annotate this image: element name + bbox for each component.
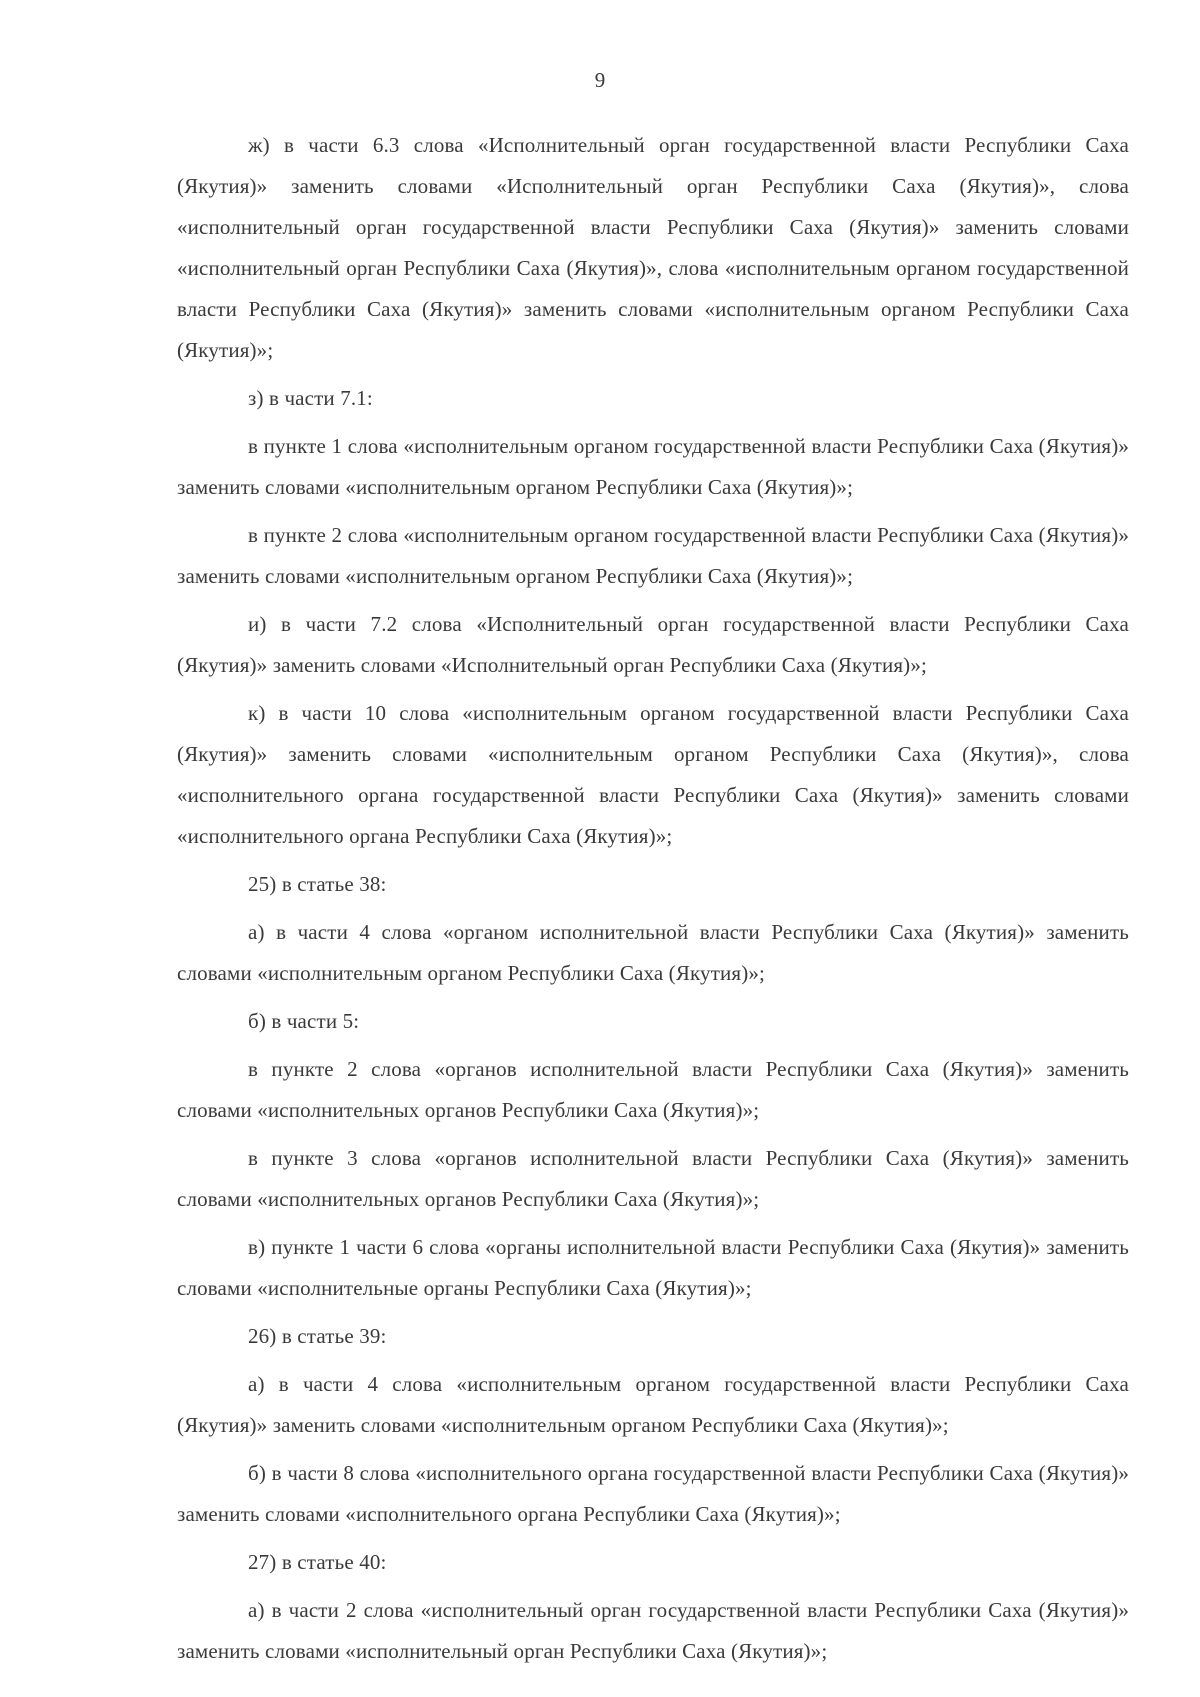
paragraph-25-b: б) в части 5: (248, 1009, 360, 1033)
paragraph-26-a: а) в части 4 слова «исполнительным органом государственной власти Республики Саха (Якутия)» заменить словами «исполнительным органом Республики Саха (Якутия)»; (177, 1372, 1129, 1437)
paragraph-k: к) в части 10 слова «исполнительным органом государственной власти Республики Саха (Якутия)» заменить словами «исполнительным органом Республики Саха (Якутия)», слова «исполнительного органа государственной власти Республики Саха (Якутия)» заменить словами «исполнительного органа Республики Саха (Якутия)»; (177, 701, 1129, 848)
paragraph-z-item-2: в пункте 2 слова «исполнительным органом государственной власти Республики Саха (Якутия)» заменить словами «исполнительным органом Республики Саха (Якутия)»; (177, 523, 1129, 588)
paragraph-25-b-item-3: в пункте 3 слова «органов исполнительной власти Республики Саха (Якутия)» заменить словами «исполнительных органов Республики Саха (Якутия)»; (177, 1146, 1129, 1211)
paragraph-27: 27) в статье 40: (248, 1550, 387, 1574)
paragraph-25: 25) в статье 38: (248, 872, 387, 896)
paragraph-25-v: в) пункте 1 части 6 слова «органы исполнительной власти Республики Саха (Якутия)» заменить словами «исполнительные органы Республики Саха (Якутия)»; (177, 1235, 1129, 1300)
paragraph-25-a: а) в части 4 слова «органом исполнительной власти Республики Саха (Якутия)» заменить словами «исполнительным органом Республики Саха (Якутия)»; (177, 920, 1129, 985)
paragraph-26-b: б) в части 8 слова «исполнительного органа государственной власти Республики Саха (Якутия)» заменить словами «исполнительного органа Республики Саха (Якутия)»; (177, 1461, 1129, 1526)
page-number: 9 (594, 68, 606, 92)
document-body (177, 125, 1129, 1679)
paragraph-z-item-1: в пункте 1 слова «исполнительным органом государственной власти Республики Саха (Якутия)» заменить словами «исполнительным органом Республики Саха (Якутия)»; (177, 434, 1129, 499)
paragraph-z: з) в части 7.1: (248, 386, 373, 410)
paragraph-25-b-item-2: в пункте 2 слова «органов исполнительной власти Республики Саха (Якутия)» заменить словами «исполнительных органов Республики Саха (Якутия)»; (177, 1057, 1129, 1122)
paragraph-zh: ж) в части 6.3 слова «Исполнительный орган государственной власти Республики Саха (Якутия)» заменить словами «Исполнительный орган Республики Саха (Якутия)», слова «исполнительный орган государственной власти Республики Саха (Якутия)» заменить словами «исполнительный орган Республики Саха (Якутия)», слова «исполнительным органом государственной власти Республики Саха (Якутия)» заменить словами «исполнительным органом Республики Саха (Якутия)»; (177, 133, 1129, 362)
paragraph-27-a: а) в части 2 слова «исполнительный орган государственной власти Республики Саха (Якутия)» заменить словами «исполнительный орган Республики Саха (Якутия)»; (177, 1598, 1129, 1663)
paragraph-26: 26) в статье 39: (248, 1324, 387, 1348)
paragraph-i: и) в части 7.2 слова «Исполнительный орган государственной власти Республики Саха (Якутия)» заменить словами «Исполнительный орган Республики Саха (Якутия)»; (177, 612, 1129, 677)
